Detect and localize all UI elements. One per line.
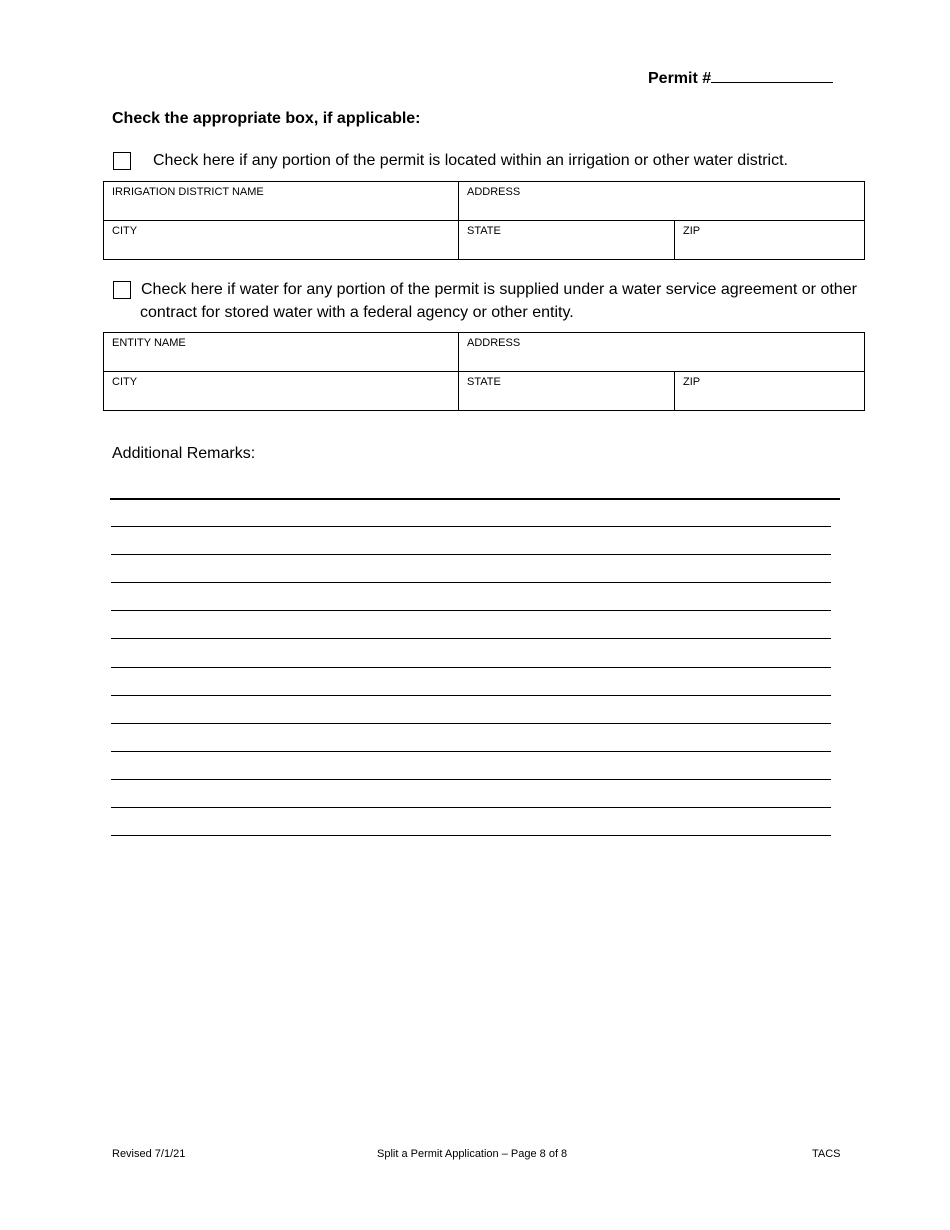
entity-state-field[interactable] bbox=[459, 372, 675, 411]
permit-number-label: Permit # bbox=[648, 70, 712, 87]
remarks-line[interactable] bbox=[111, 582, 831, 583]
entity-table bbox=[103, 332, 865, 411]
remarks-line[interactable] bbox=[110, 498, 840, 500]
remarks-line[interactable] bbox=[111, 638, 831, 639]
remarks-line[interactable] bbox=[111, 751, 831, 752]
field-label: CITY bbox=[112, 376, 138, 388]
field-label: ADDRESS bbox=[467, 186, 521, 198]
remarks-line[interactable] bbox=[111, 723, 831, 724]
water-service-checkbox[interactable] bbox=[113, 281, 131, 299]
irrigation-district-zip-field[interactable] bbox=[675, 221, 865, 260]
remarks-line[interactable] bbox=[111, 610, 831, 611]
remarks-line[interactable] bbox=[111, 835, 831, 836]
entity-address-field[interactable] bbox=[459, 333, 865, 372]
field-label: IRRIGATION DISTRICT NAME bbox=[112, 186, 264, 198]
remarks-line[interactable] bbox=[111, 779, 831, 780]
irrigation-district-table bbox=[103, 181, 865, 260]
footer-page-info: Split a Permit Application – Page 8 of 8 bbox=[377, 1148, 568, 1160]
entity-name-field[interactable] bbox=[104, 333, 459, 372]
field-label: ZIP bbox=[683, 225, 701, 237]
instructions-heading: Check the appropriate box, if applicable: bbox=[112, 110, 421, 127]
permit-number bbox=[648, 68, 833, 88]
footer-revised: Revised 7/1/21 bbox=[112, 1148, 186, 1160]
entity-city-field[interactable] bbox=[104, 372, 459, 411]
remarks-line[interactable] bbox=[111, 807, 831, 808]
irrigation-district-name-field[interactable] bbox=[104, 182, 459, 221]
field-label: ZIP bbox=[683, 376, 701, 388]
irrigation-district-state-field[interactable] bbox=[459, 221, 675, 260]
remarks-line[interactable] bbox=[111, 554, 831, 555]
entity-zip-field[interactable] bbox=[675, 372, 865, 411]
remarks-line[interactable] bbox=[111, 526, 831, 527]
irrigation-district-checkbox-label: Check here if any portion of the permit is located within an irrigation or other water district. bbox=[153, 152, 788, 169]
irrigation-district-city-field[interactable] bbox=[104, 221, 459, 260]
field-label: STATE bbox=[467, 376, 501, 388]
footer-org: TACS bbox=[812, 1148, 841, 1160]
field-label: ADDRESS bbox=[467, 337, 521, 349]
field-label: CITY bbox=[112, 225, 138, 237]
additional-remarks-label: Additional Remarks: bbox=[112, 445, 256, 462]
permit-number-field[interactable] bbox=[711, 68, 833, 83]
irrigation-district-checkbox[interactable] bbox=[113, 152, 131, 170]
field-label: STATE bbox=[467, 225, 501, 237]
water-service-checkbox-label: Check here if water for any portion of the permit is supplied under a water service agreement or other contract for stored water with a federal agency or other entity. bbox=[140, 281, 857, 321]
remarks-line[interactable] bbox=[111, 667, 831, 668]
irrigation-district-address-field[interactable] bbox=[459, 182, 865, 221]
field-label: ENTITY NAME bbox=[112, 337, 186, 349]
remarks-line[interactable] bbox=[111, 695, 831, 696]
